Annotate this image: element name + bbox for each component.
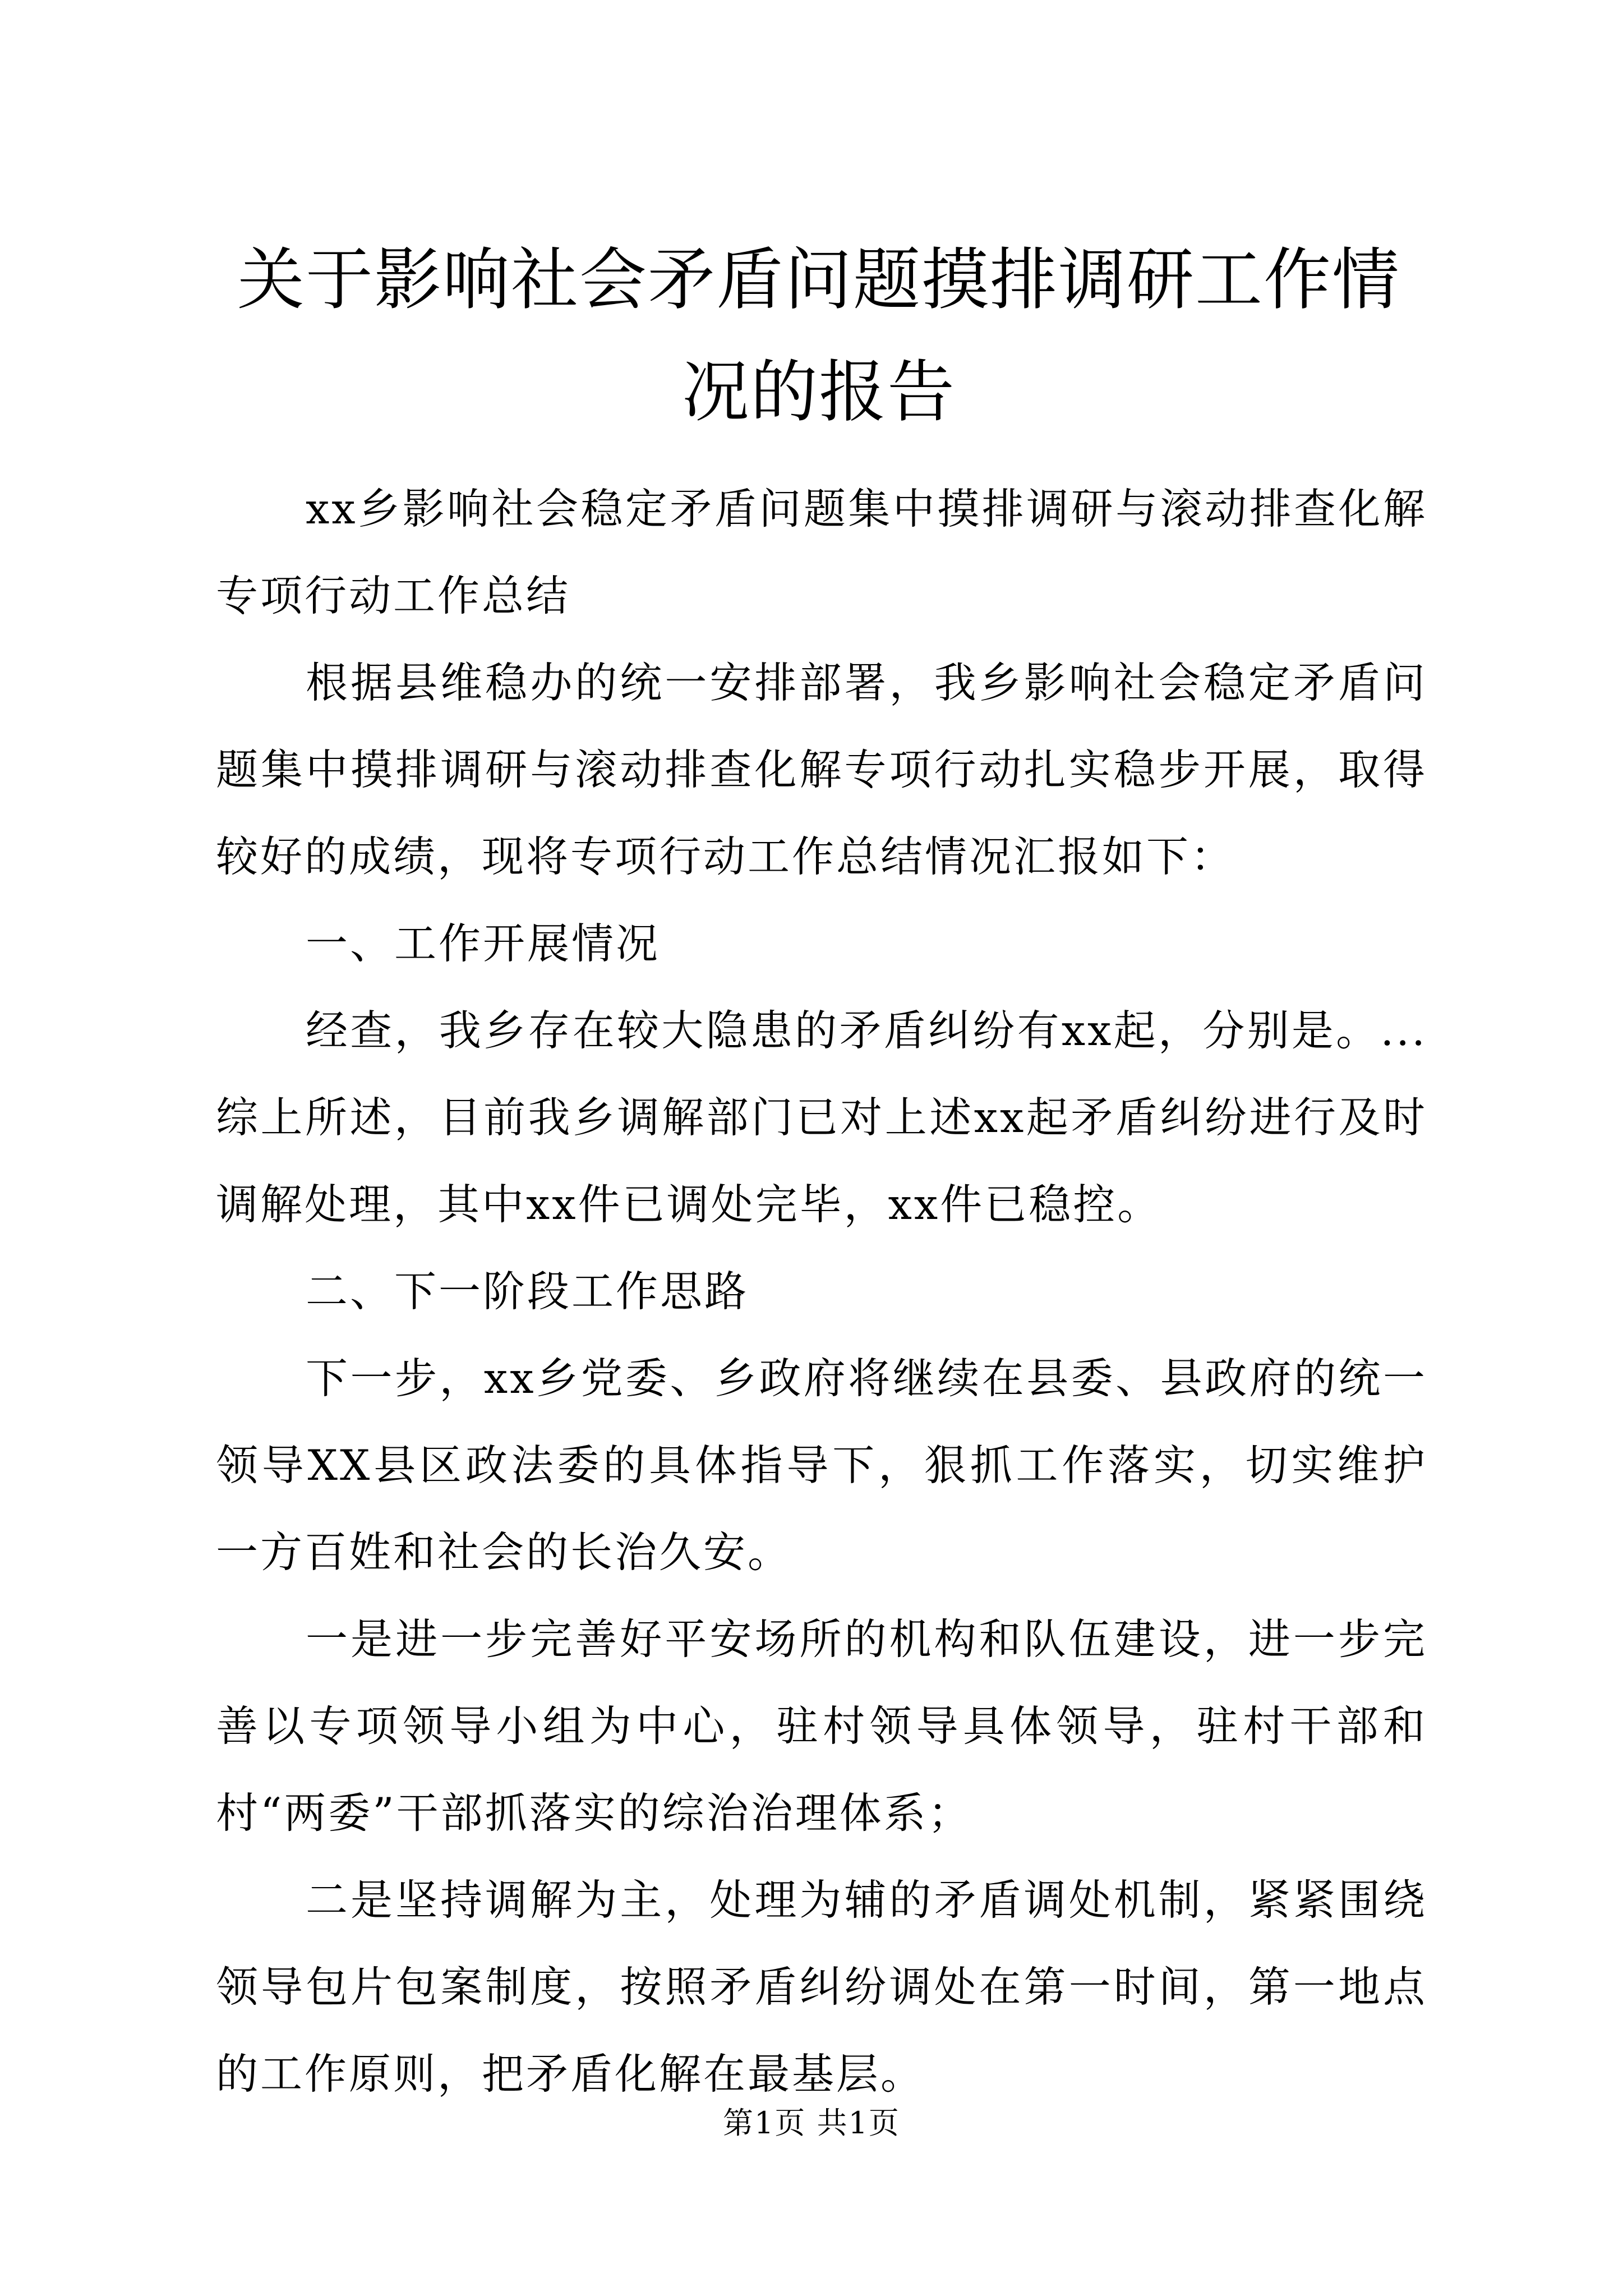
paragraph-point-two: 二是坚持调解为主，处理为辅的矛盾调处机制，紧紧围绕领导包片包案制度，按照矛盾纠纷调处在第一时间，第一地点的工作原则，把矛盾化解在最基层。 [216, 1875, 1427, 2099]
paragraph-intro: 根据县维稳办的统一安排部署，我乡影响社会稳定矛盾问题集中摸排调研与滚动排查化解专项行动扎实稳步开展，取得较好的成绩，现将专项行动工作总结情况汇报如下： [216, 658, 1427, 881]
section-heading-work-status: 一、工作开展情况 [306, 919, 661, 968]
paragraph-point-one: 一是进一步完善好平安场所的机构和队伍建设，进一步完善以专项领导小组为中心，驻村领导具体领导，驻村干部和村“两委”干部抓落实的综治治理体系； [216, 1614, 1427, 1838]
paragraph-subtitle: xx乡影响社会稳定矛盾问题集中摸排调研与滚动排查化解专项行动工作总结 [216, 484, 1427, 620]
document-title: 关于影响社会矛盾问题摸排调研工作情况的报告 [237, 241, 1400, 431]
paragraph-next-steps: 下一步，xx乡党委、乡政府将继续在县委、县政府的统一领导XX县区政法委的具体指导下，狠抓工作落实，切实维护一方百姓和社会的长治久安。 [216, 1354, 1427, 1577]
paragraph-work-status: 经查，我乡存在较大隐患的矛盾纠纷有xx起，分别是。...综上所述，目前我乡调解部门已对上述xx起矛盾纠纷进行及时调解处理，其中xx件已调处完毕，xx件已稳控。 [216, 1006, 1427, 1229]
page-number-footer: 第1页 共1页 [723, 2105, 900, 2141]
section-heading-next-steps: 二、下一阶段工作思路 [306, 1267, 749, 1316]
document-body [216, 466, 1427, 2118]
